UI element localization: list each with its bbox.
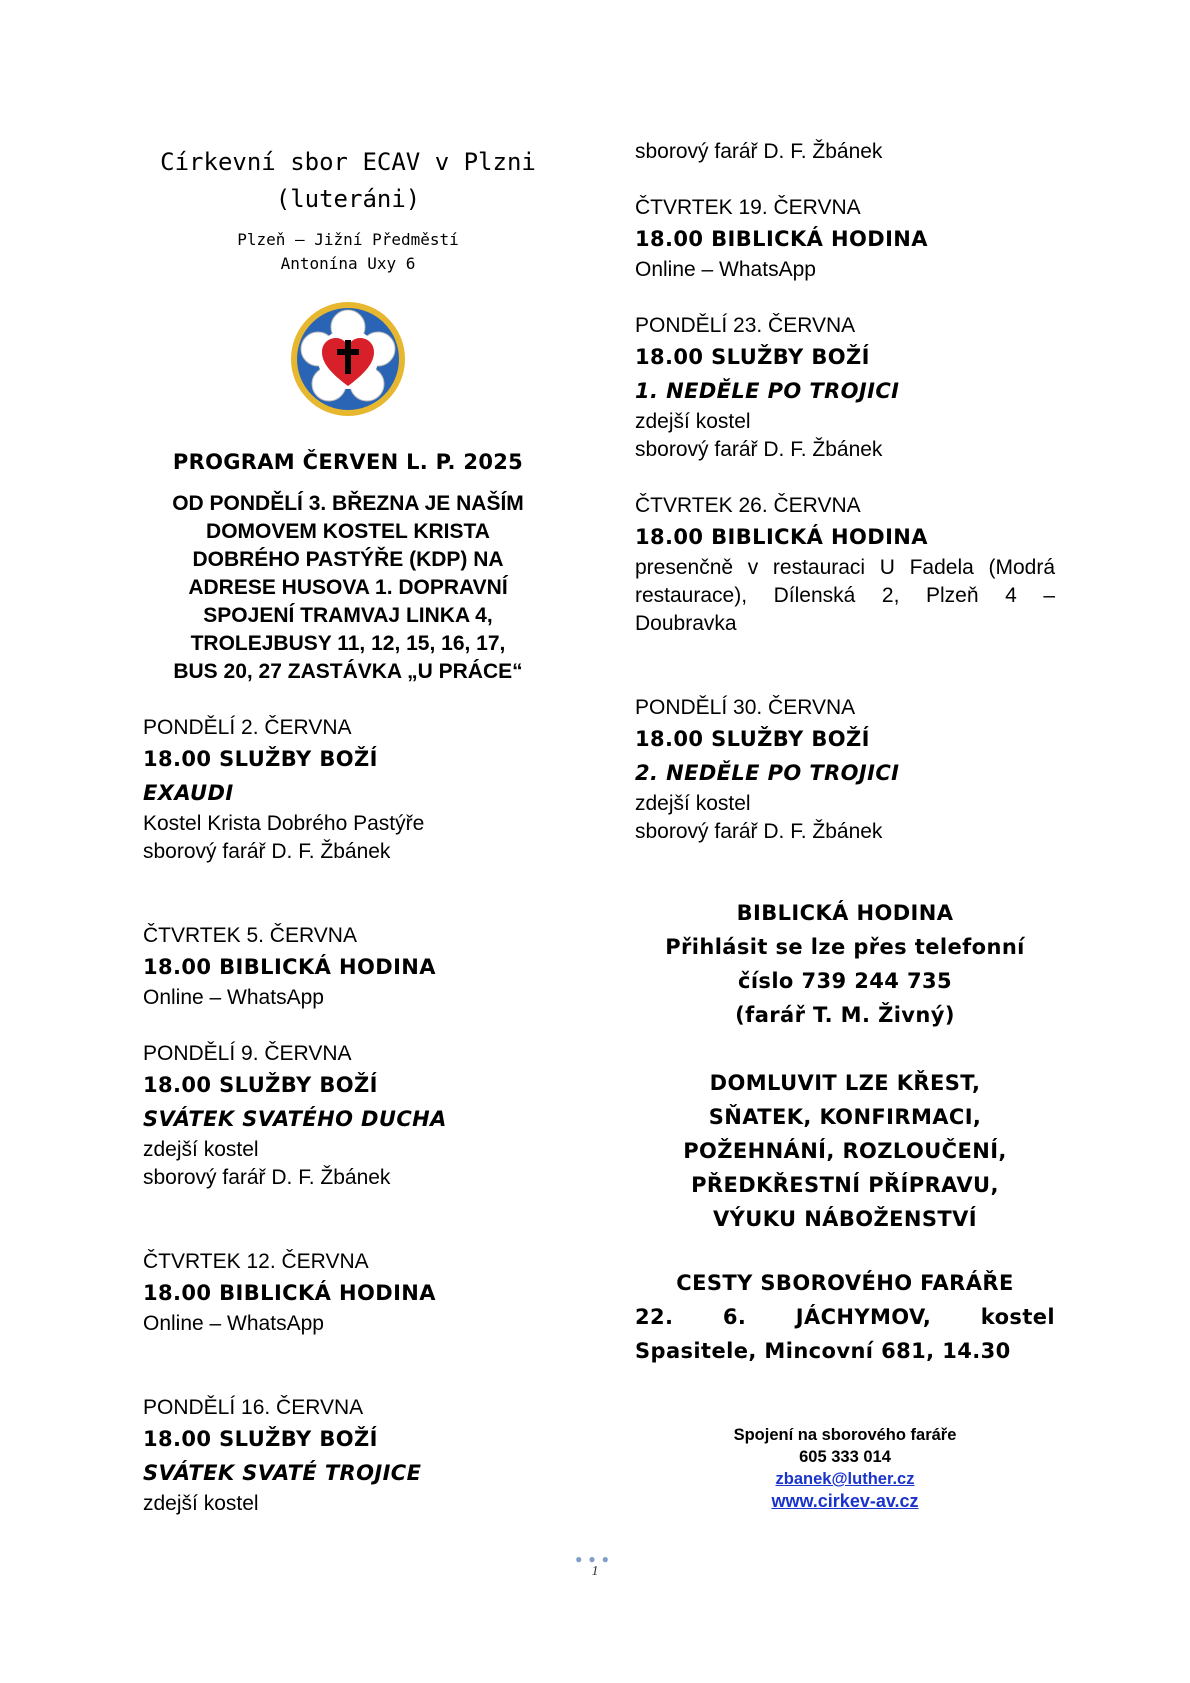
trip-line: 22. 6. JÁCHYMOV, kostel <box>635 1305 1055 1329</box>
church-address <box>143 228 553 276</box>
info-phone: číslo 739 244 735 <box>737 969 952 993</box>
notice-line: BUS 20, 27 ZASTÁVKA „U PRÁCE“ <box>173 660 523 683</box>
trips-section <box>635 1266 1055 1368</box>
event-entry <box>635 492 1055 638</box>
event-entry <box>143 922 553 1012</box>
event-entry <box>143 714 553 866</box>
event-date: PONDĚLÍ 9. ČERVNA <box>143 1042 352 1065</box>
info-heading: BIBLICKÁ HODINA <box>736 901 954 925</box>
services-line: SŇATEK, KONFIRMACI, <box>708 1105 982 1129</box>
program-title: PROGRAM ČERVEN L. P. 2025 <box>172 450 524 474</box>
event-entry <box>143 1040 553 1192</box>
event-location: Online – WhatsApp <box>635 258 816 281</box>
event-location: zdejší kostel <box>635 410 751 433</box>
services-line: VÝUKU NÁBOŽENSTVÍ <box>713 1207 977 1231</box>
services-info <box>635 1066 1055 1236</box>
event-title: 18.00 BIBLICKÁ HODINA <box>635 525 928 549</box>
trip-line: Spasitele, Mincovní 681, 14.30 <box>635 1339 1011 1363</box>
notice-line: OD PONDĚLÍ 3. BŘEZNA JE NAŠÍM <box>172 492 524 515</box>
logo <box>143 300 553 424</box>
event-entry <box>635 194 1055 284</box>
event-minister: sborový farář D. F. Žbánek <box>635 140 883 163</box>
website-link[interactable]: www.cirkev-av.cz <box>771 1491 919 1511</box>
event-location: presenčně v restauraci U Fadela (Modrá restaurace), Dílenská 2, Plzeň 4 – Doubravka <box>635 556 1055 635</box>
event-occasion: SVÁTEK SVATÉHO DUCHA <box>143 1107 447 1131</box>
event-location: zdejší kostel <box>635 792 751 815</box>
event-minister: sborový farář D. F. Žbánek <box>143 1166 391 1189</box>
event-date: PONDĚLÍ 23. ČERVNA <box>635 314 856 337</box>
event-entry <box>143 1394 553 1518</box>
event-title: 18.00 SLUŽBY BOŽÍ <box>143 1073 378 1097</box>
email-link[interactable]: zbanek@luther.cz <box>775 1470 915 1488</box>
event-date: PONDĚLÍ 2. ČERVNA <box>143 716 352 739</box>
event-title: 18.00 SLUŽBY BOŽÍ <box>635 345 870 369</box>
notice-line: DOMOVEM KOSTEL KRISTA <box>206 520 490 543</box>
venue-notice <box>143 490 553 686</box>
event-continuation <box>635 138 1055 166</box>
page-dots: ●●● <box>575 1552 615 1566</box>
notice-line: TROLEJBUSY 11, 12, 15, 16, 17, <box>190 632 506 655</box>
services-line: PŘEDKŘESTNÍ PŘÍPRAVU, <box>691 1173 999 1197</box>
bible-hour-info <box>635 896 1055 1032</box>
contact-phone: 605 333 014 <box>799 1448 891 1466</box>
event-title: 18.00 SLUŽBY BOŽÍ <box>143 747 378 771</box>
info-contact-person: (farář T. M. Živný) <box>735 1003 955 1027</box>
event-location: Kostel Krista Dobrého Pastýře <box>143 812 425 835</box>
left-column <box>143 138 553 1518</box>
event-occasion: SVÁTEK SVATÉ TROJICE <box>143 1461 422 1485</box>
right-column <box>635 138 1055 1512</box>
address-line: Plzeň – Jižní Předměstí <box>237 230 459 249</box>
page-number: 1 <box>591 1564 599 1579</box>
event-title: 18.00 BIBLICKÁ HODINA <box>143 955 436 979</box>
event-minister: sborový farář D. F. Žbánek <box>635 820 883 843</box>
church-title <box>143 144 553 218</box>
event-date: ČTVRTEK 12. ČERVNA <box>143 1250 369 1273</box>
event-date: ČTVRTEK 26. ČERVNA <box>635 494 861 517</box>
event-date: ČTVRTEK 5. ČERVNA <box>143 924 357 947</box>
church-subtitle: (luteráni) <box>275 185 421 213</box>
event-title: 18.00 SLUŽBY BOŽÍ <box>635 727 870 751</box>
event-title: 18.00 BIBLICKÁ HODINA <box>143 1281 436 1305</box>
event-title: 18.00 SLUŽBY BOŽÍ <box>143 1427 378 1451</box>
page-footer <box>0 1552 1190 1580</box>
trips-heading: CESTY SBOROVÉHO FARÁŘE <box>676 1271 1014 1295</box>
event-occasion: 2. NEDĚLE PO TROJICI <box>635 761 900 785</box>
event-entry <box>635 312 1055 464</box>
luther-rose-icon <box>289 300 407 418</box>
notice-line: DOBRÉHO PASTÝŘE (KDP) NA <box>192 548 504 571</box>
info-line: Přihlásit se lze přes telefonní <box>665 935 1025 959</box>
services-line: DOMLUVIT LZE KŘEST, <box>709 1071 981 1095</box>
event-title: 18.00 BIBLICKÁ HODINA <box>635 227 928 251</box>
event-location: zdejší kostel <box>143 1492 259 1515</box>
event-location: Online – WhatsApp <box>143 986 324 1009</box>
notice-line: ADRESE HUSOVA 1. DOPRAVNÍ <box>188 576 508 599</box>
event-location: zdejší kostel <box>143 1138 259 1161</box>
event-date: ČTVRTEK 19. ČERVNA <box>635 196 861 219</box>
event-entry <box>635 694 1055 846</box>
event-entry <box>143 1248 553 1338</box>
event-occasion: EXAUDI <box>143 781 234 805</box>
event-minister: sborový farář D. F. Žbánek <box>143 840 391 863</box>
contact-heading: Spojení na sborového faráře <box>733 1426 957 1444</box>
event-location: Online – WhatsApp <box>143 1312 324 1335</box>
event-minister: sborový farář D. F. Žbánek <box>635 438 883 461</box>
church-name: Církevní sbor ECAV v Plzni <box>160 148 536 176</box>
contact-section <box>635 1424 1055 1512</box>
event-occasion: 1. NEDĚLE PO TROJICI <box>635 379 900 403</box>
services-line: POŽEHNÁNÍ, ROZLOUČENÍ, <box>683 1139 1007 1163</box>
event-date: PONDĚLÍ 16. ČERVNA <box>143 1396 364 1419</box>
address-line: Antonína Uxy 6 <box>280 254 416 273</box>
notice-line: SPOJENÍ TRAMVAJ LINKA 4, <box>203 604 493 627</box>
event-date: PONDĚLÍ 30. ČERVNA <box>635 696 856 719</box>
